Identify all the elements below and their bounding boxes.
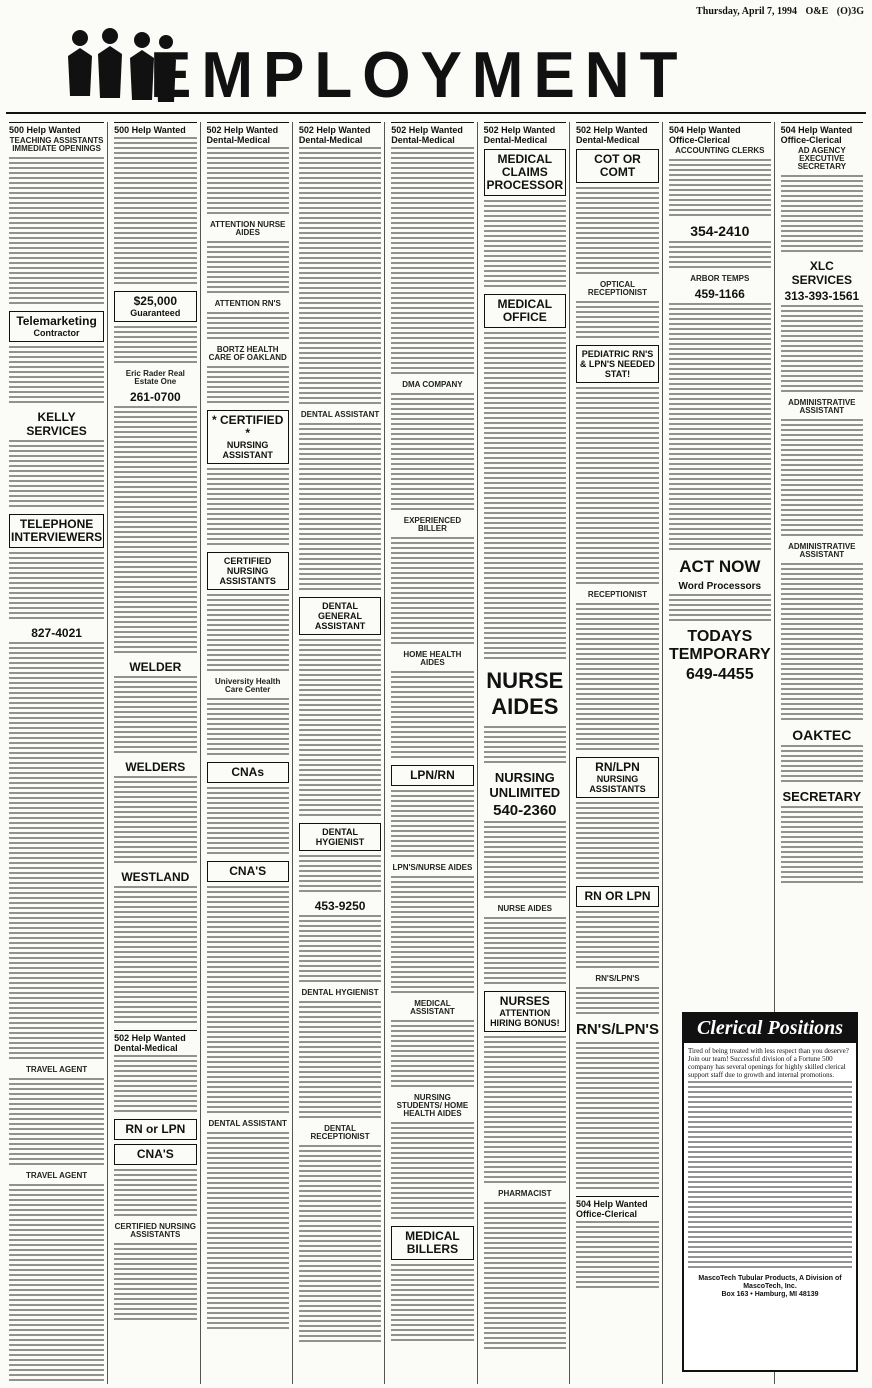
ad-body-text bbox=[576, 1042, 659, 1192]
ad-heading: NURSE AIDES bbox=[497, 904, 552, 913]
ad-heading: ATTENTION NURSE AIDES bbox=[209, 220, 286, 237]
category-header: 502 Help Wanted Dental-Medical bbox=[391, 122, 473, 145]
ad-body-text bbox=[299, 1145, 381, 1345]
ad-heading: ATTENTION RN'S bbox=[214, 299, 281, 308]
category-header: 500 Help Wanted bbox=[9, 122, 104, 135]
ad-body-text bbox=[114, 1055, 196, 1115]
display-ad-title: ACT NOW bbox=[679, 557, 761, 576]
ad-body-text bbox=[484, 1036, 566, 1186]
ad-body-text bbox=[207, 147, 289, 217]
ad-body-text bbox=[781, 419, 863, 539]
ad-heading: DENTAL RECEPTIONIST bbox=[310, 1124, 370, 1141]
category-header: 500 Help Wanted bbox=[114, 122, 196, 135]
ad-body-text bbox=[484, 726, 566, 766]
ad-body-text bbox=[207, 241, 289, 296]
category-header: 504 Help Wanted Office-Clerical bbox=[781, 122, 863, 145]
page-number: (O)3G bbox=[836, 6, 864, 17]
ad-body-text bbox=[299, 147, 381, 407]
ad-body-text bbox=[114, 406, 196, 656]
category-header: 504 Help Wanted Office-Clerical bbox=[669, 122, 771, 145]
display-ad: CNA'S bbox=[207, 861, 289, 882]
ad-heading: University Health Care Center bbox=[215, 677, 281, 694]
ad-body-text bbox=[299, 423, 381, 593]
category-header: 502 Help Wanted Dental-Medical bbox=[114, 1030, 196, 1053]
masthead-rule bbox=[6, 112, 866, 114]
ad-body-text bbox=[9, 1078, 104, 1168]
display-ad: DENTAL GENERAL ASSISTANT bbox=[299, 597, 381, 635]
ad-body-text bbox=[391, 393, 473, 513]
ad-body-text bbox=[114, 776, 196, 866]
category-header: 502 Help Wanted Dental-Medical bbox=[576, 122, 659, 145]
ad-body-text bbox=[391, 1020, 473, 1090]
ad-heading: TRAVEL AGENT bbox=[25, 1171, 88, 1180]
category-header: 504 Help Wanted Office-Clerical bbox=[576, 1196, 659, 1219]
ad-heading: DENTAL HYGIENIST bbox=[301, 988, 379, 997]
display-ad: RN OR LPN bbox=[576, 886, 659, 907]
column-3 bbox=[204, 122, 293, 1384]
ad-body-text bbox=[114, 137, 196, 287]
display-ad-title: NURSING UNLIMITED bbox=[489, 770, 561, 800]
issue-date: Thursday, April 7, 1994 bbox=[696, 6, 797, 17]
phone-number: 313-393-1561 bbox=[784, 289, 860, 303]
ad-heading: ACCOUNTING CLERKS bbox=[675, 146, 765, 155]
ad-body-text bbox=[781, 563, 863, 723]
ad-heading: ADMINISTRATIVE ASSISTANT bbox=[788, 542, 856, 559]
ad-body-text bbox=[9, 346, 104, 406]
ad-body-text bbox=[9, 440, 104, 510]
column-5 bbox=[388, 122, 477, 1384]
ad-body-text bbox=[484, 332, 566, 662]
clerical-positions-ad bbox=[682, 1012, 858, 1372]
ad-body-text bbox=[391, 876, 473, 996]
ad-body-text bbox=[391, 671, 473, 761]
display-ad: CNA'S bbox=[114, 1144, 196, 1165]
column-7 bbox=[573, 122, 663, 1384]
ad-body-text bbox=[576, 187, 659, 277]
phone-number: 459-1166 bbox=[694, 287, 745, 301]
ad-body-text bbox=[207, 312, 289, 342]
display-ad: NURSES ATTENTION HIRING BONUS! bbox=[484, 991, 566, 1032]
ad-body-text bbox=[484, 1202, 566, 1352]
ad-body-text bbox=[576, 301, 659, 341]
masthead-title: EMPLOYMENT bbox=[150, 39, 688, 112]
ad-body-text bbox=[576, 802, 659, 882]
ad-heading: CERTIFIED NURSING ASSISTANTS bbox=[114, 1222, 196, 1239]
display-ad: RN/LPN NURSING ASSISTANTS bbox=[576, 757, 659, 798]
ad-heading: DENTAL ASSISTANT bbox=[208, 1119, 287, 1128]
ad-body-text bbox=[9, 1184, 104, 1384]
ad-heading: ARBOR TEMPS bbox=[690, 274, 750, 283]
ad-body-text bbox=[114, 1169, 196, 1219]
display-ad: Telemarketing Contractor bbox=[9, 311, 104, 342]
ad-body-text bbox=[391, 790, 473, 860]
clerical-positions-title: Clerical Positions bbox=[684, 1014, 856, 1043]
ad-heading: PHARMACIST bbox=[498, 1189, 552, 1198]
ad-heading: WELDER bbox=[129, 660, 182, 674]
ad-body-text bbox=[114, 1243, 196, 1323]
display-ad-title: NURSE AIDES bbox=[486, 668, 564, 719]
ad-body-text bbox=[391, 1122, 473, 1222]
ad-heading: MEDICAL ASSISTANT bbox=[410, 999, 455, 1016]
ad-body-text bbox=[688, 1081, 852, 1271]
display-ad: PEDIATRIC RN'S & LPN'S NEEDED STAT! bbox=[576, 345, 659, 383]
ad-body-text bbox=[576, 911, 659, 971]
ad-body-text bbox=[299, 1001, 381, 1121]
ad-body-text bbox=[391, 147, 473, 377]
ad-body-text bbox=[391, 1264, 473, 1344]
ad-body-text bbox=[484, 917, 566, 987]
phone-number: 261-0700 bbox=[129, 390, 181, 404]
ad-body-text bbox=[9, 552, 104, 622]
ad-body-text bbox=[781, 175, 863, 255]
ad-body-text bbox=[669, 303, 771, 553]
ad-heading: OPTICAL RECEPTIONIST bbox=[587, 280, 648, 297]
column-6 bbox=[481, 122, 570, 1384]
ad-body-text bbox=[114, 676, 196, 756]
ad-body-text bbox=[114, 326, 196, 366]
phone-number: 453-9250 bbox=[314, 899, 366, 913]
clerical-positions-contact: MascoTech Tubular Products, A Division of MascoTech, Inc. bbox=[698, 1275, 842, 1290]
category-header: 502 Help Wanted Dental-Medical bbox=[207, 122, 289, 145]
ad-heading: RN'S/LPN'S bbox=[595, 974, 640, 983]
ad-body-text bbox=[207, 698, 289, 758]
ad-body-text bbox=[576, 603, 659, 753]
ad-body-text bbox=[484, 821, 566, 901]
clerical-positions-intro: Tired of being treated with less respect than you deserve? Join our team! Successful division of a Fortune 500 company has several openings for highly skilled clerical support staff due to growth and internal promotions. bbox=[688, 1047, 849, 1079]
display-ad: RN or LPN bbox=[114, 1119, 196, 1140]
ad-body-text bbox=[207, 468, 289, 548]
phone-number: 827-4021 bbox=[31, 626, 82, 640]
ad-body-text bbox=[576, 987, 659, 1017]
ad-body-text bbox=[207, 886, 289, 1116]
ad-heading: ADMINISTRATIVE ASSISTANT bbox=[788, 398, 856, 415]
ad-heading: Eric Rader Real Estate One bbox=[125, 369, 185, 386]
dateline bbox=[690, 6, 864, 17]
section-name: O&E bbox=[805, 6, 829, 17]
display-ad: CNAs bbox=[207, 762, 289, 783]
ad-heading: RECEPTIONIST bbox=[587, 590, 648, 599]
display-ad: $25,000 Guaranteed bbox=[114, 291, 196, 322]
display-ad-title: TODAYS TEMPORARY bbox=[668, 628, 771, 663]
ad-body-text bbox=[207, 787, 289, 857]
column-4 bbox=[296, 122, 385, 1384]
category-header: 502 Help Wanted Dental-Medical bbox=[484, 122, 566, 145]
ad-body-text bbox=[669, 241, 771, 271]
ad-body-text bbox=[9, 157, 104, 307]
ad-heading: BORTZ HEALTH CARE OF OAKLAND bbox=[208, 345, 287, 362]
display-ad-title: SECRETARY bbox=[782, 789, 862, 804]
display-ad: * CERTIFIED * NURSING ASSISTANT bbox=[207, 410, 289, 464]
ad-body-text bbox=[669, 594, 771, 624]
ad-body-text bbox=[669, 159, 771, 219]
phone-number: 540-2360 bbox=[493, 802, 557, 819]
clerical-positions-address: Box 163 • Hamburg, MI 48139 bbox=[721, 1291, 819, 1298]
ad-body-text bbox=[9, 642, 104, 1062]
phone-number: 649-4455 bbox=[685, 666, 754, 683]
ad-body-text bbox=[299, 855, 381, 895]
ad-heading: DMA COMPANY bbox=[402, 380, 463, 389]
display-ad: DENTAL HYGIENIST bbox=[299, 823, 381, 851]
ad-heading: WESTLAND bbox=[121, 870, 190, 884]
ad-heading: NURSING STUDENTS/ HOME HEALTH AIDES bbox=[396, 1093, 469, 1118]
ad-body-text bbox=[781, 745, 863, 785]
ad-heading: HOME HEALTH AIDES bbox=[403, 650, 462, 667]
ad-body-text bbox=[299, 639, 381, 819]
display-ad: LPN/RN bbox=[391, 765, 473, 786]
ad-heading: TRAVEL AGENT bbox=[25, 1065, 88, 1074]
ad-heading: LPN'S/NURSE AIDES bbox=[392, 863, 473, 872]
display-ad-title: OAKTEC bbox=[792, 727, 852, 743]
display-ad-subtitle: Word Processors bbox=[678, 581, 762, 592]
ad-body-text bbox=[576, 387, 659, 587]
ad-body-text bbox=[781, 806, 863, 886]
display-ad: COT OR COMT bbox=[576, 149, 659, 183]
display-ad: MEDICAL BILLERS bbox=[391, 1226, 473, 1260]
ad-body-text bbox=[391, 537, 473, 647]
display-ad: CERTIFIED NURSING ASSISTANTS bbox=[207, 552, 289, 590]
ad-heading: EXPERIENCED BILLER bbox=[403, 516, 462, 533]
ad-body-text bbox=[207, 366, 289, 406]
display-ad-title: RN'S/LPN'S bbox=[576, 1021, 659, 1038]
ad-body-text bbox=[114, 886, 196, 1026]
display-ad-title: XLC SERVICES bbox=[791, 259, 853, 287]
ad-heading: WELDERS bbox=[125, 760, 186, 774]
ad-body-text bbox=[207, 1132, 289, 1332]
masthead bbox=[0, 26, 872, 116]
phone-number: 354-2410 bbox=[690, 223, 750, 239]
ad-heading: TEACHING ASSISTANTS IMMEDIATE OPENINGS bbox=[9, 136, 104, 153]
ad-body-text bbox=[299, 915, 381, 985]
ad-body-text bbox=[484, 200, 566, 290]
category-header: 502 Help Wanted Dental-Medical bbox=[299, 122, 381, 145]
ad-body-text bbox=[207, 594, 289, 674]
ad-body-text bbox=[576, 1221, 659, 1291]
column-2 bbox=[111, 122, 200, 1384]
ad-heading: DENTAL ASSISTANT bbox=[300, 410, 380, 419]
ad-heading: KELLY SERVICES bbox=[26, 410, 87, 438]
display-ad: MEDICAL OFFICE bbox=[484, 294, 566, 328]
display-ad: TELEPHONE INTERVIEWERS bbox=[9, 514, 104, 548]
ad-body-text bbox=[781, 305, 863, 395]
column-1 bbox=[6, 122, 108, 1384]
display-ad: MEDICAL CLAIMS PROCESSOR bbox=[484, 149, 566, 196]
ad-heading: AD AGENCY EXECUTIVE SECRETARY bbox=[797, 146, 847, 171]
